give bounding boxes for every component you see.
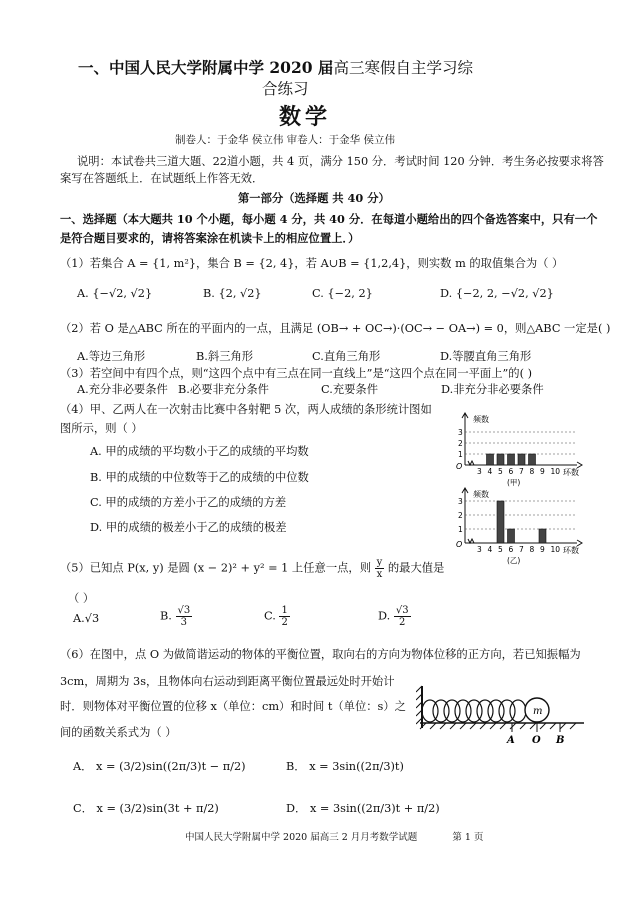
q5-frac-den: x [376, 569, 383, 580]
q6-line4: 间的函数关系式为（ ） [60, 726, 177, 739]
q5-paren: （ ） [68, 592, 95, 605]
part1-title: 第一部分（选择题 共 40 分） [238, 191, 390, 205]
q5-option-b [160, 605, 192, 628]
bar [497, 501, 504, 543]
bar [508, 454, 515, 465]
point-b-label: B [556, 735, 565, 746]
x-tick-label: 7 [519, 467, 524, 476]
x-tick-label: 3 [477, 467, 482, 476]
bar [539, 529, 546, 543]
y-tick-label: 3 [458, 497, 463, 506]
q5-option-b-label: B. [160, 609, 172, 623]
q5-option-d-den: 2 [399, 617, 406, 628]
q1-stem: （1）若集合 A = {1, m²}，集合 B = {2, 4}，若 A∪B = {1,2,4}，则实数 m 的取值集合为（ ） [60, 257, 564, 270]
footer-page: 第 1 页 [452, 832, 484, 843]
x-tick-label: 9 [540, 467, 545, 476]
q5-option-d-label: D. [378, 609, 391, 623]
x-tick-label: 10 [550, 545, 561, 554]
subject-title: 数学 [279, 104, 332, 130]
instructions-line2: 案写在答题纸上．在试题纸上作答无效． [60, 172, 264, 185]
q4-option-d: D. 甲的成绩的极差小于乙的成绩的极差 [90, 521, 287, 534]
point-a-label: A [507, 735, 515, 746]
x-axis-label: 环数 [563, 546, 579, 555]
x-tick-label: 10 [550, 467, 561, 476]
q2-stem: （2）若 O 是△ABC 所在的平面内的一点，且满足 (OB→ + OC→)·(OC→ − OA→) = 0，则△ABC 一定是( ) [60, 322, 611, 335]
bar-chart-yi [445, 485, 585, 570]
x-tick-label: 8 [529, 545, 535, 554]
q5-option-b-fraction [176, 605, 193, 628]
title-line2: 合练习 [262, 80, 309, 98]
axis-break [468, 461, 474, 465]
section-heading-line1: 一、选择题（本大题共 10 个小题，每小题 4 分，共 40 分．在每道小题给出的四个备选答案中，只有一个 [60, 212, 598, 226]
q5-option-c [264, 605, 290, 628]
q2-option-a: A.等边三角形 [77, 350, 146, 363]
q3-stem: （3）若空间中有四个点，则“这四个点中有三点在同一直线上”是“这四个点在同一平面上”的( ) [60, 367, 532, 380]
x-tick-label: 4 [487, 467, 493, 476]
x-tick-label: 6 [508, 545, 514, 554]
instructions-line1: 说明：本试卷共三道大题、22道小题，共 4 页，满分 150 分．考试时间 120 分钟．考生务必按要求将答 [77, 155, 604, 168]
q1-option-a: A. {−√2, √2} [77, 287, 153, 300]
q5-option-a-label: A. [73, 612, 85, 625]
spring-coil [422, 700, 526, 722]
x-tick-label: 4 [487, 545, 493, 554]
origin-label: O [456, 540, 463, 549]
q5-option-d-fraction [394, 605, 411, 628]
spring-oscillator-figure [416, 678, 586, 750]
q3-option-d: D.非充分非必要条件 [441, 383, 544, 396]
bar [497, 454, 504, 465]
ground-hatch [420, 723, 576, 729]
q5-stem [60, 557, 444, 580]
q6-line1: （6）在图中，点 O 为做简谐运动的物体的平衡位置，取向右的方向为物体位移的正方向，若已知振幅为 [60, 648, 581, 661]
authors: 制卷人：于金华 侯立伟 审卷人：于金华 侯立伟 [175, 134, 396, 146]
axis-break [468, 539, 474, 543]
q5-option-d-num: √3 [395, 605, 409, 616]
bar [518, 454, 525, 465]
q5-frac-num: y [376, 557, 383, 568]
q4-option-c: C. 甲的成绩的方差小于乙的成绩的方差 [90, 496, 287, 509]
q3-option-b: B.必要非充分条件 [178, 383, 269, 396]
chart-caption: (乙) [507, 556, 521, 565]
bar-chart-jia [445, 410, 585, 490]
x-tick-label: 7 [519, 545, 524, 554]
y-tick-label: 2 [458, 439, 463, 448]
q4-option-a: A. 甲的成绩的平均数小于乙的成绩的平均数 [90, 445, 309, 458]
x-tick-label: 3 [477, 545, 482, 554]
q5-option-c-den: 2 [281, 617, 288, 628]
y-tick-label: 2 [458, 511, 463, 520]
q1-option-c: C. {−2, 2} [312, 287, 373, 300]
y-tick-label: 1 [458, 525, 463, 534]
bar [487, 454, 494, 465]
page-footer [185, 829, 483, 843]
y-tick-label: 3 [458, 428, 463, 437]
q5-option-c-fraction [279, 605, 289, 628]
q3-option-a: A.充分非必要条件 [77, 383, 168, 396]
q2-option-b: B.斜三角形 [196, 350, 254, 363]
q2-option-c: C.直角三角形 [312, 350, 381, 363]
q5-option-c-num: 1 [281, 605, 288, 616]
q1-option-d: D. {−2, 2, −√2, √2} [440, 287, 554, 300]
y-axis-label: 频数 [473, 490, 489, 499]
q5-option-c-label: C. [264, 609, 276, 623]
footer-text: 中国人民大学附属中学 2020 届高三 2 月月考数学试题 [185, 832, 418, 843]
q6-option-b: B． x = 3sin((2π/3)t) [286, 760, 404, 773]
x-tick-label: 5 [498, 467, 503, 476]
y-tick-label: 1 [458, 450, 463, 459]
q5-option-d [378, 605, 411, 628]
x-tick-label: 9 [540, 545, 545, 554]
position-ticks [512, 723, 560, 732]
q5-option-a [73, 612, 99, 625]
x-tick-label: 8 [529, 467, 535, 476]
q5-stem-b: 的最大值是 [387, 561, 445, 575]
q6-line3: 时．则物体对平衡位置的位移 x（单位：cm）和时间 t（单位：s）之 [60, 700, 406, 713]
x-tick-label: 6 [508, 467, 514, 476]
q5-option-a-value: √3 [84, 612, 100, 625]
q6-option-c: C． x = (3/2)sin(3t + π/2) [73, 802, 219, 815]
section-heading-line2: 是符合题目要求的，请将答案涂在机读卡上的相应位置上．） [60, 231, 360, 245]
q4-stem-line1: （4）甲、乙两人在一次射击比赛中各射靶 5 次，两人成绩的条形统计图如 [60, 403, 432, 416]
q6-line2: 3cm，周期为 3s，且物体向右运动到距离平衡位置最远处时开始计 [60, 675, 395, 688]
x-axis-label: 环数 [563, 468, 579, 477]
point-o-label: O [532, 735, 541, 746]
origin-label: O [456, 462, 463, 471]
q4-stem-line2: 图所示，则（ ） [60, 422, 143, 435]
y-axis-label: 频数 [473, 415, 489, 424]
q4-option-b: B. 甲的成绩的中位数等于乙的成绩的中位数 [90, 471, 309, 484]
title-bold: 一、中国人民大学附属中学 2020 届 [78, 58, 334, 77]
x-tick-label: 5 [498, 545, 503, 554]
bar [508, 529, 515, 543]
q5-option-b-den: 3 [180, 617, 188, 628]
mass-label: m [533, 706, 543, 717]
q5-fraction [375, 557, 385, 580]
q3-option-c: C.充要条件 [321, 383, 379, 396]
q1-option-b: B. {2, √2} [203, 287, 262, 300]
title-rest: 高三寒假自主学习综 [333, 59, 473, 77]
q5-stem-a: （5）已知点 P(x, y) 是圆 (x − 2)² + y² = 1 上任意一点，则 [60, 561, 372, 575]
chart-caption: (甲) [507, 478, 521, 487]
bar [529, 454, 536, 465]
q2-option-d: D.等腰直角三角形 [440, 350, 532, 363]
q6-option-a: A． x = (3/2)sin((2π/3)t − π/2) [73, 760, 246, 773]
q5-option-b-num: √3 [177, 605, 191, 616]
document-title [78, 56, 473, 78]
q6-option-d: D． x = 3sin((2π/3)t + π/2) [286, 802, 440, 815]
